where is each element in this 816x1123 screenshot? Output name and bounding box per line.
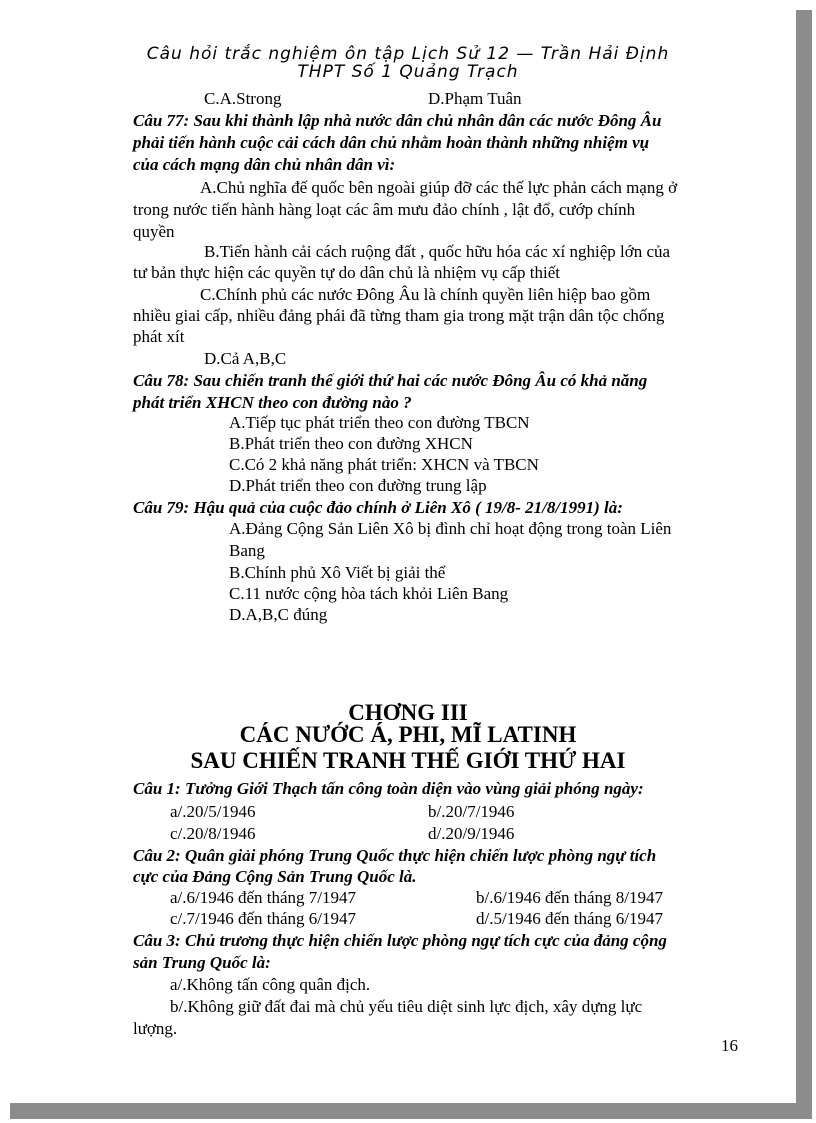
q77-option-b-line2: tư bản thực hiện các quyền tự do dân chủ là nhiệm vụ cấp thiết xyxy=(133,263,561,282)
c1-option-d: d/.20/9/1946 xyxy=(428,824,515,843)
q79-option-d: D.A,B,C đúng xyxy=(229,605,328,624)
c2-option-b: b/.6/1946 đến tháng 8/1947 xyxy=(476,888,663,907)
q77-option-a: A.Chủ nghĩa đế quốc bên ngoài giúp đỡ các thế lực phản cách mạng ở xyxy=(200,178,678,197)
q77-option-a-line3: quyền xyxy=(133,222,175,241)
chapter-number: CHƠNG III xyxy=(348,700,468,725)
c1-option-b: b/.20/7/1946 xyxy=(428,802,515,821)
c3-title: Câu 3: Chủ trương thực hiện chiến lược phòng ngự tích cực của đảng cộng xyxy=(133,931,667,950)
q77-title: Câu 77: Sau khi thành lập nhà nước dân chủ nhân dân các nước Đông Âu xyxy=(133,111,662,130)
c3-option-a: a/.Không tấn công quân địch. xyxy=(170,975,371,994)
header-school: THPT Số 1 Quảng Trạch xyxy=(297,62,519,82)
c2-option-d: d/.5/1946 đến tháng 6/1947 xyxy=(476,909,663,928)
c2-title-line2: cực của Đảng Cộng Sản Trung Quốc là. xyxy=(133,867,417,886)
q79-option-c: C.11 nước cộng hòa tách khỏi Liên Bang xyxy=(229,584,509,603)
q78-option-b: B.Phát triển theo con đường XHCN xyxy=(229,434,473,453)
q77-option-d: D.Cả A,B,C xyxy=(204,349,287,368)
q77-option-c: C.Chính phủ các nước Đông Âu là chính quyền liên hiệp bao gồm xyxy=(200,285,651,304)
prev-option-c: C.A.Strong xyxy=(204,89,282,108)
q79-option-a-line2: Bang xyxy=(229,541,265,560)
q78-option-a: A.Tiếp tục phát triển theo con đường TBCN xyxy=(229,413,530,432)
c2-option-a: a/.6/1946 đến tháng 7/1947 xyxy=(170,888,357,907)
c3-option-b-line2: lượng. xyxy=(133,1019,178,1038)
q78-title: Câu 78: Sau chiến tranh thế giới thứ hai các nước Đông Âu có khả năng xyxy=(133,371,648,390)
q78-option-c: C.Có 2 khả năng phát triển: XHCN và TBCN xyxy=(229,455,539,474)
q79-option-a: A.Đảng Cộng Sản Liên Xô bị đình chỉ hoạt động trong toàn Liên xyxy=(229,519,672,538)
c2-option-c: c/.7/1946 đến tháng 6/1947 xyxy=(170,909,357,928)
chapter-title: CÁC NƯỚC Á, PHI, MĨ LATINH xyxy=(239,722,577,747)
q78-option-d: D.Phát triển theo con đường trung lập xyxy=(229,476,487,495)
c1-title: Câu 1: Tưởng Giới Thạch tấn công toàn diện vào vùng giải phóng ngày: xyxy=(133,779,644,798)
q79-title: Câu 79: Hậu quả của cuộc đảo chính ở Liên Xô ( 19/8- 21/8/1991) là: xyxy=(133,498,623,517)
page-shadow-bottom xyxy=(10,1103,812,1119)
q77-title-line2: phải tiến hành cuộc cải cách dân chủ nhằm hoàn thành những nhiệm vụ xyxy=(133,133,650,152)
page-shadow-right xyxy=(796,10,812,1113)
c1-option-a: a/.20/5/1946 xyxy=(170,802,256,821)
q77-title-line3: của cách mạng dân chủ nhân dân vì: xyxy=(133,155,396,174)
q77-option-c-line2: nhiều giai cấp, nhiều đảng phái đã từng tham gia trong mặt trận dân tộc chống xyxy=(133,306,665,325)
c3-title-line2: sản Trung Quốc là: xyxy=(133,953,271,972)
q78-title-line2: phát triển XHCN theo con đường nào ? xyxy=(133,393,412,412)
q79-option-b: B.Chính phủ Xô Viết bị giải thể xyxy=(229,563,446,582)
q77-option-c-line3: phát xít xyxy=(133,327,185,346)
q77-option-b: B.Tiến hành cải cách ruộng đất , quốc hữu hóa các xí nghiệp lớn của xyxy=(204,242,671,261)
c2-title: Câu 2: Quân giải phóng Trung Quốc thực hiện chiến lược phòng ngự tích xyxy=(133,846,657,865)
prev-option-d: D.Phạm Tuân xyxy=(428,89,522,108)
c1-option-c: c/.20/8/1946 xyxy=(170,824,256,843)
page-number: 16 xyxy=(721,1036,738,1055)
chapter-subtitle: SAU CHIẾN TRANH THẾ GIỚI THỨ HAI xyxy=(190,748,626,773)
q77-option-a-line2: trong nước tiến hành hàng loạt các âm mưu đảo chính , lật đổ, cướp chính xyxy=(133,200,636,219)
c3-option-b: b/.Không giữ đất đai mà chủ yếu tiêu diệt sinh lực địch, xây dựng lực xyxy=(170,997,643,1016)
header-title: Câu hỏi trắc nghiệm ôn tập Lịch Sử 12 — Trần Hải Định xyxy=(146,44,670,64)
